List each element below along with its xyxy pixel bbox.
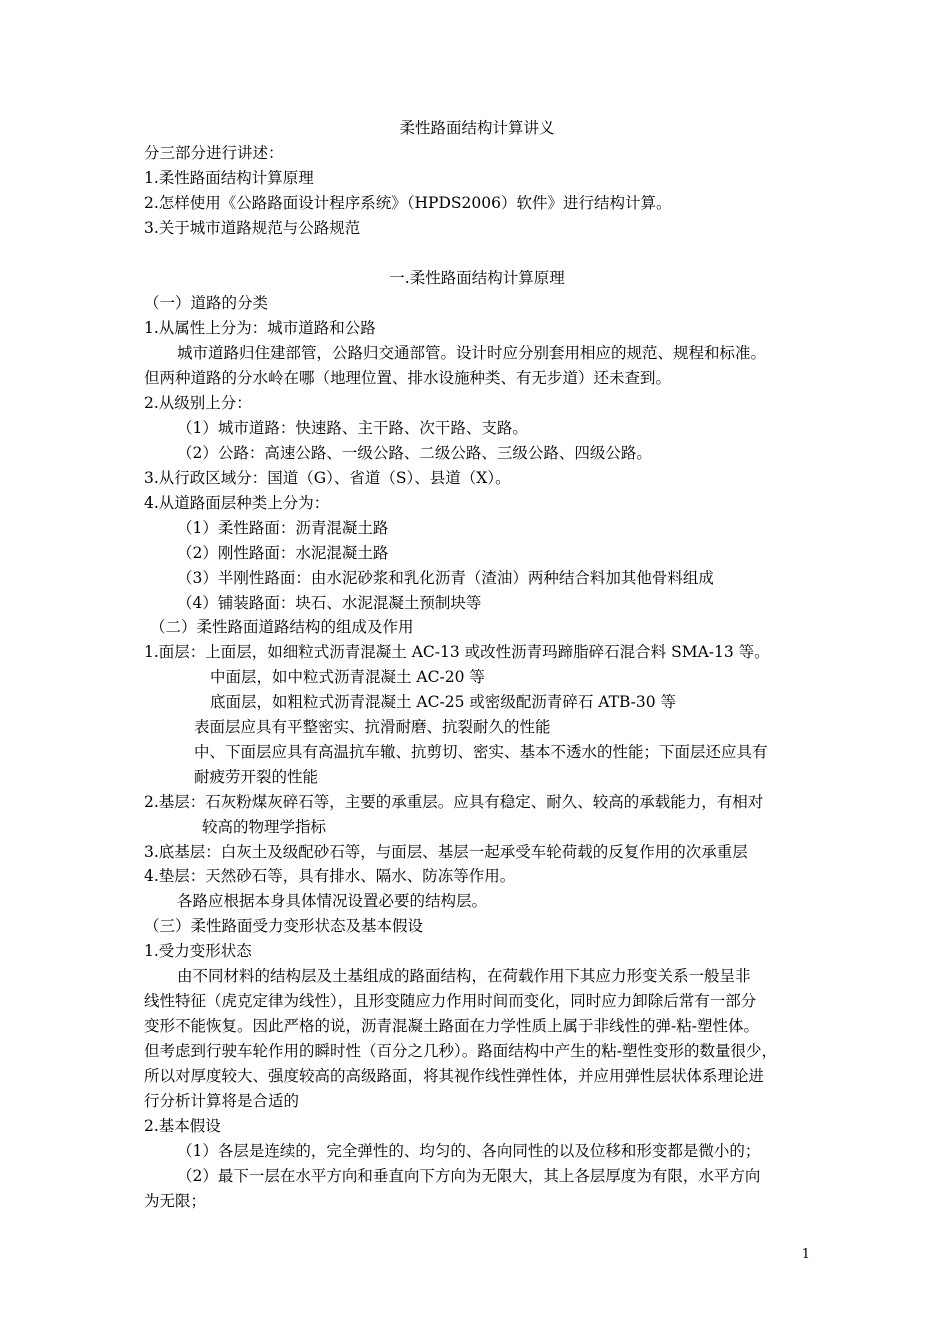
paragraph-line: 城市道路归住建部管，公路归交通部管。设计时应分别套用相应的规范、规程和标准。 [177, 344, 767, 362]
list-item: （3）半刚性路面：由水泥砂浆和乳化沥青（渣油）两种结合料加其他骨料组成 [177, 569, 714, 587]
paragraph-line: 耐疲劳开裂的性能 [194, 768, 319, 786]
subsection-heading: （二）柔性路面道路结构的组成及作用 [150, 618, 414, 636]
paragraph-line: 2.基层：石灰粉煤灰碎石等，主要的承重层。应具有稳定、耐久、较高的承载能力，有相对 [144, 793, 764, 811]
document-title: 柔性路面结构计算讲义 [399, 119, 555, 137]
list-item: （2）公路：高速公路、一级公路、二级公路、三级公路、四级公路。 [177, 444, 652, 462]
paragraph-line: 2.从级别上分： [144, 394, 252, 412]
paragraph-line: 中面层，如中粒式沥青混凝土 AC-20 等 [210, 668, 485, 686]
list-item: 为无限； [144, 1192, 207, 1210]
intro-line: 分三部分进行讲述： [144, 144, 284, 162]
list-item: （2）刚性路面：水泥混凝土路 [177, 544, 389, 562]
paragraph-line: 但两种道路的分水岭在哪（地理位置、排水设施种类、有无步道）还未查到。 [144, 369, 672, 387]
paragraph-line: 各路应根据本身具体情况设置必要的结构层。 [177, 892, 488, 910]
paragraph-line: 中、下面层应具有高温抗车辙、抗剪切、密实、基本不透水的性能；下面层还应具有 [194, 743, 768, 761]
paragraph-line: 表面层应具有平整密实、抗滑耐磨、抗裂耐久的性能 [194, 718, 551, 736]
paragraph-line: 行分析计算将是合适的 [144, 1092, 300, 1110]
paragraph-line: 由不同材料的结构层及土基组成的路面结构，在荷载作用下其应力形变关系一般呈非 [177, 967, 751, 985]
list-item: （4）铺装路面：块石、水泥混凝土预制块等 [177, 594, 482, 612]
list-item: （1）各层是连续的，完全弹性的、均匀的、各向同性的以及位移和形变都是微小的； [177, 1142, 761, 1160]
page-number: 1 [801, 1247, 810, 1262]
list-item: （2）最下一层在水平方向和垂直向下方向为无限大，其上各层厚度为有限，水平方向 [177, 1167, 761, 1185]
list-item: （1）城市道路：快速路、主干路、次干路、支路。 [177, 419, 528, 437]
paragraph-line: 所以对厚度较大、强度较高的高级路面，将其视作线性弹性体，并应用弹性层状体系理论进 [144, 1067, 765, 1085]
paragraph-line: 4.从道路面层种类上分为： [144, 494, 330, 512]
paragraph-line: 较高的物理学指标 [202, 818, 327, 836]
paragraph-line: 3.底基层：白灰土及级配砂石等，与面层、基层一起承受车轮荷载的反复作用的次承重层 [144, 843, 748, 861]
intro-line: 1.柔性路面结构计算原理 [144, 169, 314, 187]
paragraph-line: 线性特征（虎克定律为线性），且形变随应力作用时间而变化，同时应力卸除后常有一部分 [144, 992, 757, 1010]
paragraph-line: 1.受力变形状态 [144, 942, 252, 960]
intro-line: 3.关于城市道路规范与公路规范 [144, 219, 361, 237]
section-heading: 一.柔性路面结构计算原理 [389, 269, 565, 287]
paragraph-line: 底面层，如粗粒式沥青混凝土 AC-25 或密级配沥青碎石 ATB-30 等 [210, 693, 677, 711]
paragraph-line: 1.从属性上分为：城市道路和公路 [144, 319, 376, 337]
paragraph-line: 3.从行政区域分：国道（G）、省道（S）、县道（X）。 [144, 469, 511, 487]
subsection-heading: （三）柔性路面受力变形状态及基本假设 [144, 917, 424, 935]
paragraph-line: 变形不能恢复。因此严格的说，沥青混凝土路面在力学性质上属于非线性的弹-粘-塑性体。 [144, 1017, 759, 1035]
paragraph-line: 但考虑到行驶车轮作用的瞬时性（百分之几秒）。路面结构中产生的粘-塑性变形的数量很少， [144, 1042, 777, 1060]
subsection-heading: （一）道路的分类 [144, 294, 269, 312]
list-item: （1）柔性路面：沥青混凝土路 [177, 519, 389, 537]
paragraph-line: 4.垫层：天然砂石等，具有排水、隔水、防冻等作用。 [144, 867, 516, 885]
paragraph-line: 2.基本假设 [144, 1117, 221, 1135]
paragraph-line: 1.面层：上面层，如细粒式沥青混凝土 AC-13 或改性沥青玛蹄脂碎石混合料 SMA-13 等。 [144, 643, 770, 661]
intro-line: 2.怎样使用《公路路面设计程序系统》（HPDS2006）软件》进行结构计算。 [144, 194, 672, 212]
